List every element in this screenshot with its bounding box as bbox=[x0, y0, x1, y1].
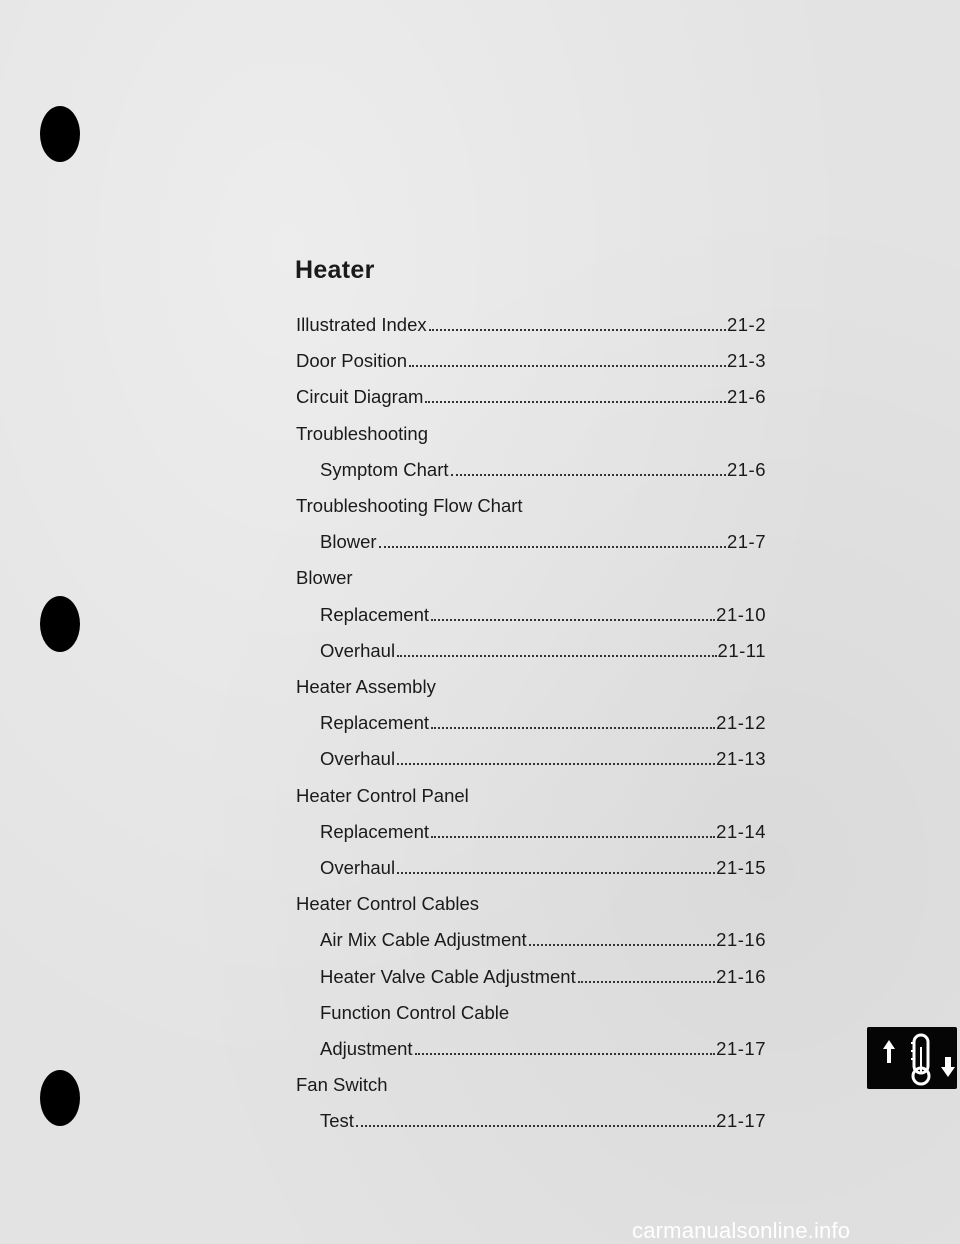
binder-hole-top bbox=[40, 106, 80, 162]
toc-entry-label: Replacement bbox=[320, 820, 430, 842]
toc-entry-page-number: 21-16 bbox=[716, 965, 766, 987]
heater-thermometer-icon bbox=[867, 1027, 957, 1089]
toc-entry-label: Heater Assembly bbox=[296, 676, 436, 697]
toc-entry bbox=[296, 559, 353, 589]
toc-entry bbox=[320, 632, 766, 662]
binder-hole-middle bbox=[40, 596, 80, 652]
toc-entry bbox=[320, 1102, 766, 1132]
toc-entry-label: Overhaul bbox=[320, 639, 396, 661]
toc-entry bbox=[296, 306, 766, 336]
toc-entry-page-number: 21-17 bbox=[716, 1110, 766, 1132]
watermark: carmanualsonline.info bbox=[632, 1218, 851, 1243]
toc-entry-label: Function Control Cable bbox=[320, 1001, 510, 1023]
dot-leader bbox=[431, 618, 715, 621]
toc-entry-label: Blower bbox=[296, 567, 353, 589]
toc-entry bbox=[296, 342, 766, 372]
toc-entry-label: Air Mix Cable Adjustment bbox=[320, 929, 527, 951]
toc-entry bbox=[320, 1030, 766, 1060]
toc-entry-label: Door Position bbox=[296, 350, 408, 372]
toc-entry-page-number: 21-11 bbox=[717, 639, 766, 661]
dot-leader bbox=[529, 943, 716, 946]
toc-entry bbox=[320, 451, 766, 481]
toc-entry-page-number: 21-6 bbox=[726, 386, 766, 408]
dot-leader bbox=[397, 871, 715, 874]
toc-entry bbox=[320, 813, 766, 843]
toc-entry bbox=[320, 921, 766, 951]
toc-entry-page-number: 21-14 bbox=[716, 820, 766, 842]
section-title: Heater bbox=[295, 256, 375, 284]
toc-entry bbox=[320, 740, 766, 770]
toc-entry bbox=[296, 1066, 388, 1096]
dot-leader bbox=[431, 835, 715, 838]
toc-entry-label: Fan Switch bbox=[296, 1074, 388, 1096]
toc-entry-label: Overhaul bbox=[320, 748, 396, 770]
toc-entry bbox=[296, 885, 479, 915]
toc-entry-label: Illustrated Index bbox=[296, 314, 427, 335]
dot-leader bbox=[397, 654, 716, 657]
toc-entry-label: Blower bbox=[320, 531, 377, 553]
toc-entry-label: Troubleshooting Flow Chart bbox=[296, 495, 523, 516]
dot-leader bbox=[397, 762, 715, 765]
toc-entry-page-number: 21-2 bbox=[726, 314, 766, 335]
toc-entry bbox=[296, 415, 428, 445]
toc-entry-label: Symptom Chart bbox=[320, 458, 449, 480]
toc-entry-page-number: 21-3 bbox=[726, 350, 766, 372]
toc-entry bbox=[320, 704, 766, 734]
toc-entry bbox=[320, 596, 766, 626]
toc-entry bbox=[320, 994, 509, 1024]
toc-entry-page-number: 21-12 bbox=[716, 712, 766, 734]
toc-entry-page-number: 21-6 bbox=[726, 458, 766, 480]
dot-leader bbox=[578, 980, 715, 983]
toc-entry-page-number: 21-17 bbox=[716, 1038, 766, 1059]
dot-leader bbox=[451, 473, 726, 476]
toc-entry-label: Troubleshooting bbox=[296, 422, 428, 444]
toc-entry-page-number: 21-16 bbox=[716, 929, 766, 951]
binder-hole-bottom bbox=[40, 1070, 80, 1126]
toc-entry-label: Heater Valve Cable Adjustment bbox=[320, 965, 576, 987]
toc-entry-page-number: 21-13 bbox=[716, 748, 766, 770]
dot-leader bbox=[356, 1124, 715, 1127]
toc-entry bbox=[320, 849, 766, 879]
section-tab bbox=[867, 1027, 957, 1089]
toc-entry-label: Replacement bbox=[320, 603, 430, 625]
dot-leader bbox=[425, 400, 726, 403]
toc-entry-label: Heater Control Cables bbox=[296, 893, 480, 915]
toc-entry-label: Heater Control Panel bbox=[296, 784, 469, 806]
toc-entry bbox=[296, 487, 523, 517]
toc-entry-page-number: 21-15 bbox=[716, 857, 766, 878]
toc-entry bbox=[320, 958, 766, 988]
toc-entry-label: Replacement bbox=[320, 712, 430, 734]
dot-leader bbox=[379, 545, 726, 548]
toc-entry-page-number: 21-10 bbox=[716, 603, 766, 625]
dot-leader bbox=[431, 726, 715, 729]
toc-entry bbox=[296, 777, 469, 807]
toc-entry bbox=[296, 668, 436, 698]
dot-leader bbox=[415, 1052, 716, 1055]
dot-leader bbox=[409, 364, 726, 367]
toc-entry-page-number: 21-7 bbox=[726, 531, 766, 553]
dot-leader bbox=[429, 328, 726, 331]
toc-entry-label: Test bbox=[320, 1110, 354, 1132]
toc-entry-label: Adjustment bbox=[320, 1038, 413, 1059]
toc-entry bbox=[320, 523, 766, 553]
toc-entry bbox=[296, 378, 766, 408]
toc-entry-label: Overhaul bbox=[320, 857, 396, 878]
toc-entry-label: Circuit Diagram bbox=[296, 386, 424, 408]
